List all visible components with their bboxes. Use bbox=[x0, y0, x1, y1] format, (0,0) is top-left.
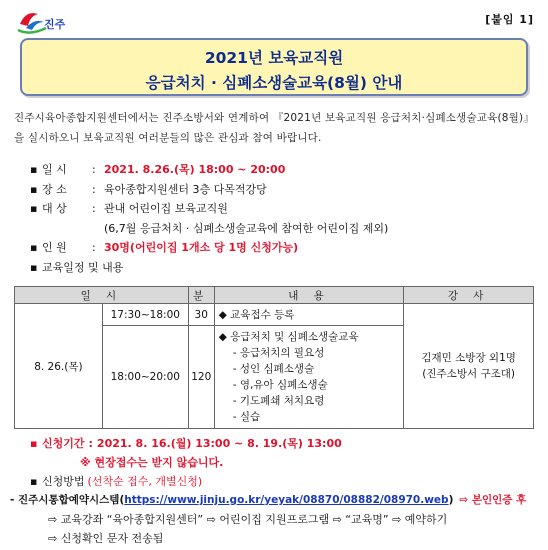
info-place-value: 육아종합지원센터 3층 다목적강당 bbox=[104, 182, 267, 196]
list-item: - 성인 심폐소생술 bbox=[232, 363, 315, 375]
info-people-value: 30명(어린이집 1개소 당 1명 신청가능) bbox=[104, 241, 299, 254]
apply-steps-row-1 bbox=[30, 510, 540, 529]
schedule-heading: 교육일정 및 내용 bbox=[42, 260, 124, 274]
apply-steps-row-2 bbox=[30, 529, 540, 548]
system-prefix: - 진주시통합예약시스템( bbox=[10, 494, 125, 506]
list-item: - 실습 bbox=[232, 411, 261, 423]
title-line-2: 응급처치 · 심폐소생술교육(8월) 안내 bbox=[145, 74, 403, 92]
bullet-icon: ▪ bbox=[30, 260, 38, 274]
apply-method-label: 신청방법 bbox=[42, 475, 85, 488]
schedule-tutor bbox=[404, 304, 534, 429]
info-target-row: ▪ 대 상 : 관내 어린이집 보육교직원 bbox=[30, 199, 530, 219]
onsite-note: ※ 현장접수는 받지 않습니다. bbox=[80, 456, 224, 469]
apply-steps-1: ⇨ 교육강좌 “육아종합지원센터” ⇨ 어린이집 지원프로그램 ⇨ “교육명” ⇨ 예약하기 bbox=[48, 513, 448, 526]
apply-period-label: 신청기간 bbox=[42, 437, 85, 450]
logo-text: 진주 bbox=[44, 18, 66, 31]
title-line-1: 2021년 보육교직원 bbox=[204, 49, 344, 67]
info-place-row: ▪ 장 소 : 육아종합지원센터 3층 다목적강당 bbox=[30, 180, 530, 200]
bullet-icon: ▪ bbox=[30, 437, 38, 450]
info-target-value: 관내 어린이집 보육교직원 bbox=[104, 202, 228, 215]
apply-steps-2: ⇨ 신청확인 문자 전송됨 bbox=[48, 532, 164, 545]
info-date-value: 2021. 8.26.(목) 18:00 ~ 20:00 bbox=[104, 163, 286, 176]
system-suffix: ) bbox=[448, 494, 454, 506]
info-target-note-row bbox=[30, 219, 530, 239]
tutor-name: 김재민 소방장 외1명 bbox=[421, 352, 516, 364]
info-date-row: ▪ 일 시 : 2021. 8.26.(목) 18:00 ~ 20:00 bbox=[30, 160, 530, 180]
row-content bbox=[214, 304, 404, 326]
bullet-icon: ▪ bbox=[30, 202, 38, 215]
info-place-label: 장 소 bbox=[42, 182, 67, 196]
jinju-city-logo bbox=[16, 6, 74, 36]
diamond-bullet-icon: ◆ bbox=[218, 309, 227, 321]
schedule-table bbox=[14, 286, 534, 429]
info-date-label: 일 시 bbox=[42, 163, 67, 176]
table-header-row bbox=[15, 287, 534, 304]
tutor-org: (진주소방서 구조대) bbox=[422, 368, 515, 380]
info-people-row: ▪ 인 원 : 30명(어린이집 1개소 당 1명 신청가능) bbox=[30, 238, 530, 258]
info-list bbox=[30, 160, 530, 277]
info-target-label: 대 상 bbox=[42, 202, 67, 215]
list-item: - 응급처치의 필요성 bbox=[232, 347, 325, 359]
row-minutes: 30 bbox=[188, 304, 214, 326]
row-time: 18:00~20:00 bbox=[102, 326, 188, 429]
row-content bbox=[214, 326, 404, 429]
bullet-icon: ▪ bbox=[30, 182, 38, 196]
intro-paragraph: 진주시육아종합지원센터에서는 진주소방서와 연계하여 『2021년 보육교직원 응급처치·심폐소생술교육(8월)』을 실시하오니 보육교직원 여러분들의 많은 관심과 참여 바랍니다. bbox=[14, 112, 535, 144]
onsite-note-row bbox=[30, 453, 540, 472]
row-content-text: 응급처치 및 심폐소생술교육 bbox=[230, 331, 359, 343]
list-item: - 영,유아 심폐소생술 bbox=[232, 379, 328, 391]
attachment-label: [붙임 1] bbox=[485, 13, 534, 26]
reservation-link[interactable]: https://www.jinju.go.kr/yeyak/08870/08882/08970.web bbox=[124, 494, 449, 506]
apply-system-row bbox=[10, 491, 540, 510]
bullet-icon: ▪ bbox=[30, 241, 38, 254]
apply-section bbox=[10, 434, 540, 548]
bullet-icon: ▪ bbox=[30, 475, 38, 488]
apply-period-value: 2021. 8. 16.(월) 13:00 ~ 8. 19.(목) 13:00 bbox=[96, 437, 342, 450]
table-row bbox=[15, 304, 534, 326]
bullet-icon: ▪ bbox=[30, 163, 38, 176]
auth-label: ⇨ 본인인증 후 bbox=[459, 494, 527, 506]
header-tutor: 강 사 bbox=[404, 287, 534, 304]
diamond-bullet-icon: ◆ bbox=[218, 331, 227, 343]
list-item: - 기도폐쇄 처치요령 bbox=[232, 395, 325, 407]
info-target-note: (6,7월 응급처치 · 심폐소생술교육에 참여한 어린이집 제외) bbox=[104, 221, 389, 235]
header-minutes: 분 bbox=[188, 287, 214, 304]
apply-method-note: (선착순 접수, 개별신청) bbox=[87, 475, 203, 488]
row-minutes: 120 bbox=[188, 326, 214, 429]
info-people-label: 인 원 bbox=[42, 241, 67, 254]
row-time: 17:30~18:00 bbox=[102, 304, 188, 326]
title-box bbox=[20, 38, 528, 96]
header-content: 내 용 bbox=[214, 287, 404, 304]
row-content-text: 교육접수 등록 bbox=[230, 309, 295, 321]
header-datetime: 일 시 bbox=[15, 287, 189, 304]
apply-method-row bbox=[30, 472, 540, 491]
info-schedule-heading-row bbox=[30, 258, 530, 278]
apply-period-row: ▪ 신청기간 : 2021. 8. 16.(월) 13:00 ~ 8. 19.(목) 13:00 bbox=[30, 434, 540, 453]
schedule-date: 8. 26.(목) bbox=[15, 304, 103, 429]
